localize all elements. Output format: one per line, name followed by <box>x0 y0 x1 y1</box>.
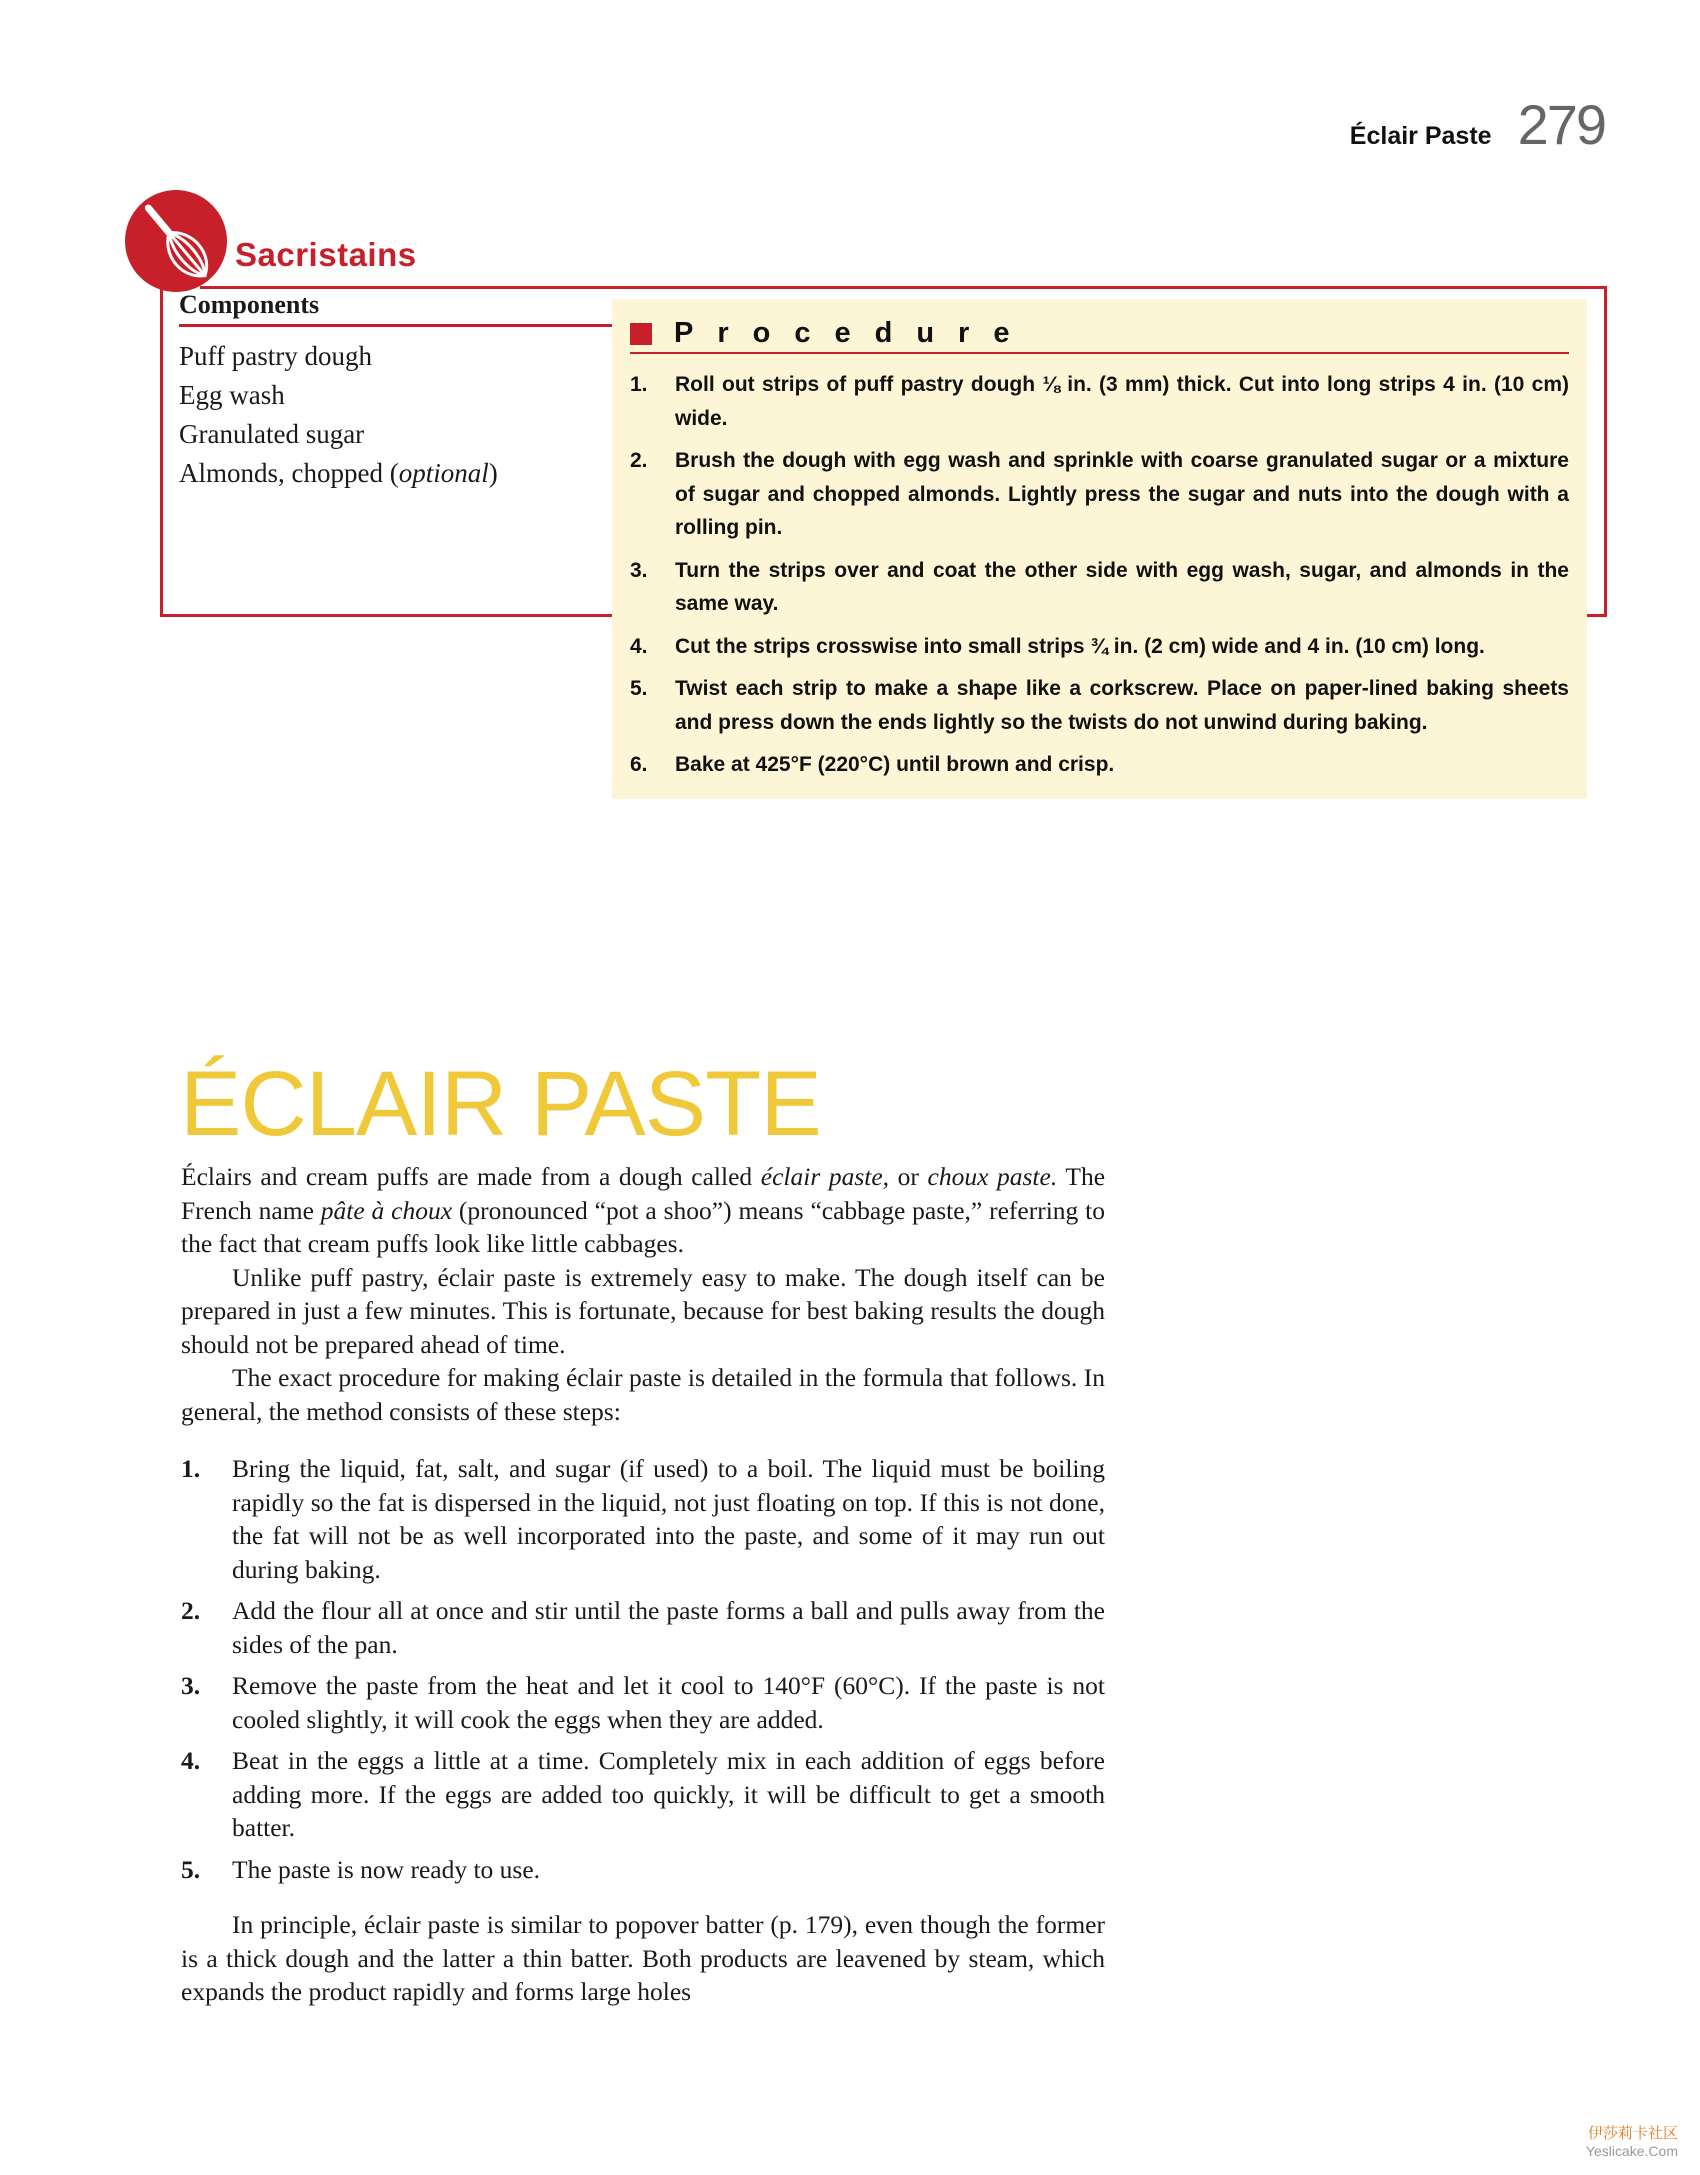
procedure-panel <box>612 299 1587 799</box>
components-heading: Components <box>179 290 615 327</box>
intro-paragraph: Éclairs and cream puffs are made from a dough called éclair paste, or choux paste. The French name pâte à choux (pronounced “pot a shoo”) means “cabbage paste,” referring to the fact that cream puffs look like little cabbages. <box>181 1162 1106 1258</box>
method-steps-list <box>181 1452 1105 1886</box>
running-head-title: Éclair Paste <box>1349 122 1492 150</box>
watermark-chinese: 伊莎莉卡社区 <box>1587 2124 1678 2142</box>
procedure-step: 2. Brush the dough with egg wash and sprinkle with coarse granulated sugar or a mixture of sugar and chopped almonds. Lightly press the sugar and nuts into the dough with a rolling pin. <box>630 449 1569 539</box>
components-list <box>179 337 615 493</box>
watermark-url: Yeslicake.Com <box>1585 2143 1678 2159</box>
procedure-heading: Procedure <box>674 317 1034 349</box>
body-paragraph: Unlike puff pastry, éclair paste is extremely easy to make. The dough itself can be prepared in just a few minutes. This is fortunate, because for best baking results the dough should not be prepared ahead of time. <box>181 1262 1105 1359</box>
procedure-header <box>630 317 1569 354</box>
procedure-marker <box>630 323 652 345</box>
method-step: 1. Bring the liquid, fat, salt, and sugar (if used) to a boil. The liquid must be boiling rapidly so the fat is dispersed in the liquid, not just floating on top. If this is not done, the fat will not be as well incorporated into the paste, and some of it may run out during baking. <box>181 1454 1105 1584</box>
procedure-step: 1. Roll out strips of puff pastry dough ⅛ in. (3 mm) thick. Cut into long strips 4 in. (10 cm) wide. <box>630 373 1569 430</box>
method-step: 5. The paste is now ready to use. <box>181 1854 541 1884</box>
procedure-list <box>630 368 1569 782</box>
running-head <box>1350 92 1605 157</box>
method-step: 2. Add the flour all at once and stir until the paste forms a ball and pulls away from the sides of the pan. <box>181 1596 1105 1659</box>
whisk-icon <box>125 190 227 292</box>
component-item: Almonds, chopped (optional) <box>179 458 498 488</box>
procedure-step: 3. Turn the strips over and coat the other side with egg wash, sugar, and almonds in the same way. <box>630 558 1569 615</box>
page-number: 279 <box>1517 93 1605 156</box>
procedure-step: 6. Bake at 425°F (220°C) until brown and crisp. <box>630 753 1115 776</box>
watermark <box>1586 2122 1678 2159</box>
component-item: Granulated sugar <box>179 419 365 449</box>
body-text <box>181 1160 1105 2009</box>
method-step: 3. Remove the paste from the heat and let it cool to 140°F (60°C). If the paste is not cooled slightly, it will cook the eggs when they are added. <box>181 1671 1105 1734</box>
components-section <box>179 290 615 493</box>
recipe-title: Sacristains <box>235 236 417 273</box>
component-item: Puff pastry dough <box>179 341 372 371</box>
procedure-step: 4. Cut the strips crosswise into small strips ¾ in. (2 cm) wide and 4 in. (10 cm) long. <box>630 634 1485 658</box>
section-title: ÉCLAIR PASTE <box>180 1053 821 1155</box>
procedure-step: 5. Twist each strip to make a shape like a corkscrew. Place on paper-lined baking sheets and press down the ends lightly so the twists do not unwind during baking. <box>630 677 1569 734</box>
closing-paragraph: In principle, éclair paste is similar to popover batter (p. 179), even though the former is a thick dough and the latter a thin batter. Both products are leavened by steam, which expands the product rapidly and forms large holes <box>181 1910 1105 2006</box>
method-step: 4. Beat in the eggs a little at a time. Completely mix in each addition of eggs before adding more. If the eggs are added too quickly, it will be difficult to get a smooth batter. <box>181 1746 1105 1842</box>
component-item: Egg wash <box>179 380 285 410</box>
body-paragraph: The exact procedure for making éclair paste is detailed in the formula that follows. In general, the method consists of these steps: <box>181 1363 1105 1426</box>
